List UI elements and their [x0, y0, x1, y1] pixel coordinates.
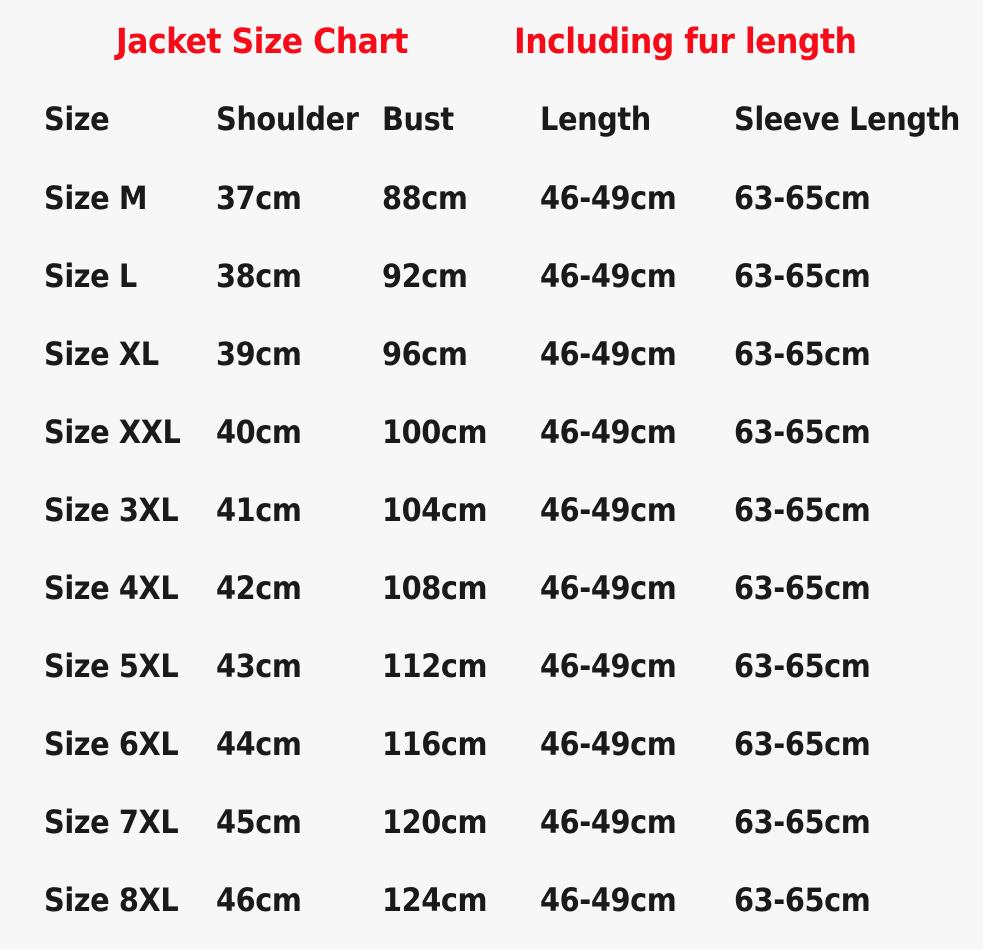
cell-size: Size XL — [44, 335, 159, 373]
cell-size: Size 7XL — [44, 803, 179, 841]
cell-bust: 112cm — [382, 647, 488, 685]
cell-bust: 88cm — [382, 179, 468, 217]
cell-shoulder: 37cm — [216, 179, 302, 217]
chart-titles — [44, 22, 953, 79]
cell-length: 46-49cm — [540, 569, 677, 607]
column-header-size: Size — [44, 100, 110, 138]
cell-sleeve-length: 63-65cm — [734, 491, 871, 529]
cell-length: 46-49cm — [540, 881, 677, 919]
cell-shoulder: 38cm — [216, 257, 302, 295]
cell-bust: 116cm — [382, 725, 488, 763]
column-header-shoulder: Shoulder — [216, 100, 359, 138]
cell-shoulder: 39cm — [216, 335, 302, 373]
table-row — [44, 705, 953, 783]
column-header-length: Length — [540, 100, 651, 138]
table-header-row — [44, 79, 953, 159]
cell-length: 46-49cm — [540, 335, 677, 373]
cell-shoulder: 46cm — [216, 881, 302, 919]
cell-sleeve-length: 63-65cm — [734, 725, 871, 763]
cell-bust: 100cm — [382, 413, 488, 451]
cell-size: Size 4XL — [44, 569, 179, 607]
table-row — [44, 315, 953, 393]
cell-bust: 104cm — [382, 491, 488, 529]
cell-length: 46-49cm — [540, 647, 677, 685]
cell-length: 46-49cm — [540, 491, 677, 529]
cell-shoulder: 44cm — [216, 725, 302, 763]
cell-size: Size 3XL — [44, 491, 179, 529]
size-table — [44, 79, 961, 939]
column-header-sleeve-length: Sleeve Length — [734, 100, 961, 138]
cell-size: Size 6XL — [44, 725, 179, 763]
column-header-bust: Bust — [382, 100, 454, 138]
cell-sleeve-length: 63-65cm — [734, 881, 871, 919]
cell-sleeve-length: 63-65cm — [734, 569, 871, 607]
cell-size: Size M — [44, 179, 148, 217]
cell-length: 46-49cm — [540, 803, 677, 841]
cell-sleeve-length: 63-65cm — [734, 803, 871, 841]
cell-shoulder: 40cm — [216, 413, 302, 451]
cell-bust: 120cm — [382, 803, 488, 841]
chart-subtitle: Including fur length — [514, 22, 857, 62]
table-row — [44, 393, 953, 471]
table-row — [44, 159, 953, 237]
table-row — [44, 237, 953, 315]
cell-sleeve-length: 63-65cm — [734, 179, 871, 217]
cell-length: 46-49cm — [540, 257, 677, 295]
cell-bust: 124cm — [382, 881, 488, 919]
cell-shoulder: 42cm — [216, 569, 302, 607]
table-row — [44, 627, 953, 705]
cell-size: Size XXL — [44, 413, 181, 451]
chart-title: Jacket Size Chart — [116, 22, 408, 62]
cell-sleeve-length: 63-65cm — [734, 647, 871, 685]
cell-size: Size L — [44, 257, 137, 295]
table-row — [44, 549, 953, 627]
cell-shoulder: 41cm — [216, 491, 302, 529]
cell-bust: 96cm — [382, 335, 468, 373]
cell-shoulder: 43cm — [216, 647, 302, 685]
table-row — [44, 783, 953, 861]
table-row — [44, 471, 953, 549]
table-body — [44, 159, 953, 939]
cell-length: 46-49cm — [540, 725, 677, 763]
cell-bust: 92cm — [382, 257, 468, 295]
cell-shoulder: 45cm — [216, 803, 302, 841]
cell-sleeve-length: 63-65cm — [734, 335, 871, 373]
cell-size: Size 8XL — [44, 881, 179, 919]
cell-bust: 108cm — [382, 569, 488, 607]
cell-size: Size 5XL — [44, 647, 179, 685]
cell-sleeve-length: 63-65cm — [734, 257, 871, 295]
cell-length: 46-49cm — [540, 179, 677, 217]
cell-length: 46-49cm — [540, 413, 677, 451]
table-row — [44, 861, 953, 939]
cell-sleeve-length: 63-65cm — [734, 413, 871, 451]
